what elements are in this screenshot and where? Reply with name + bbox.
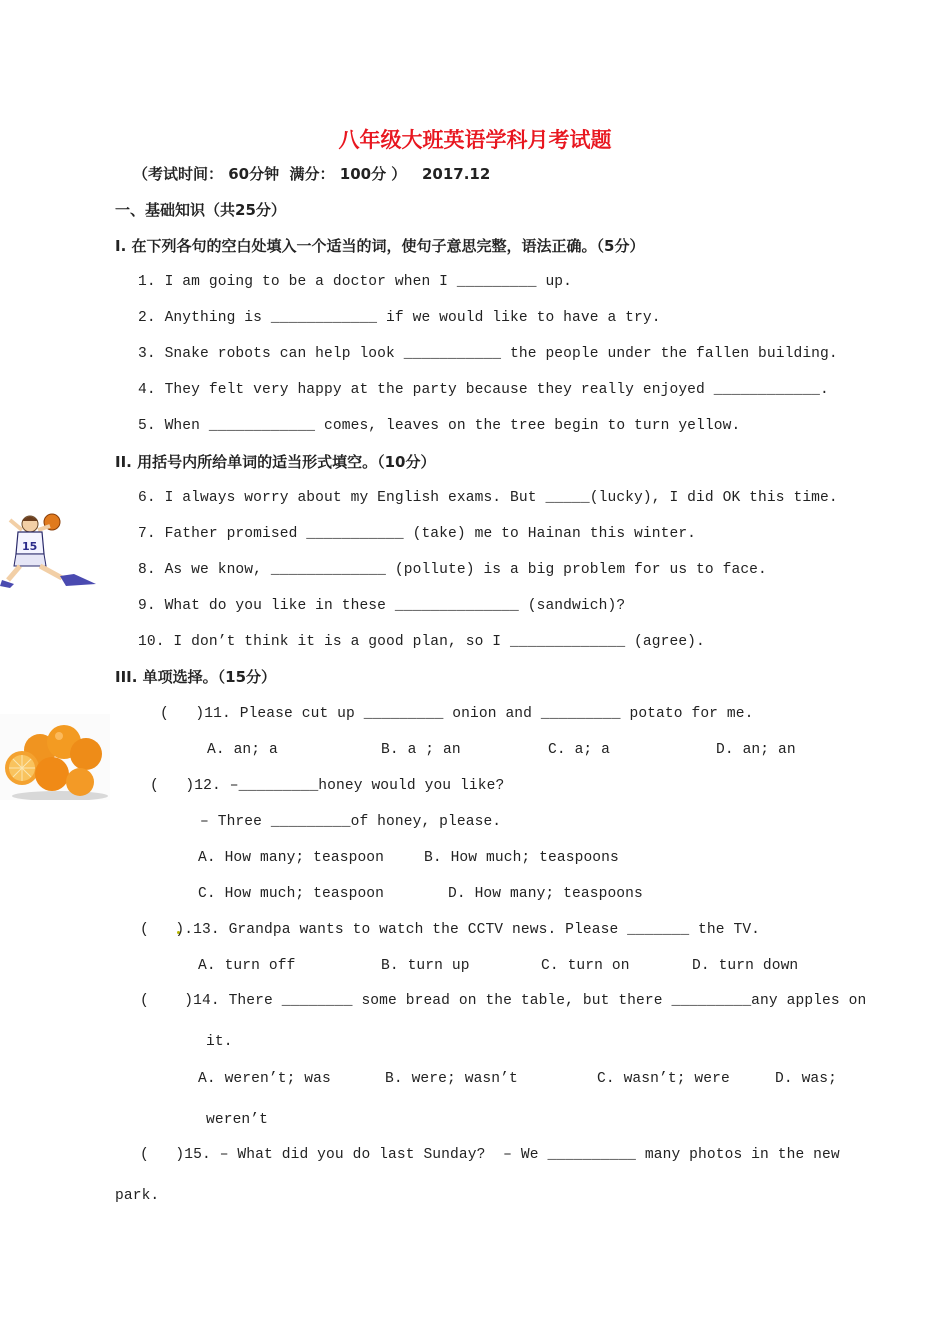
part1-heading: I. 在下列各句的空白处填入一个适当的词，使句子意思完整，语法正确。（5分） bbox=[115, 237, 645, 255]
oranges-image bbox=[0, 714, 110, 800]
question-7: 7. Father promised ___________ (take) me to Hainan this winter. bbox=[138, 526, 697, 542]
q14-option-d-cont: weren’t bbox=[206, 1112, 269, 1128]
question-15: ( )15. – What did you do last Sunday? – We __________ many photos in the new bbox=[140, 1147, 840, 1163]
q14-option-b: B. were; wasn’t bbox=[385, 1071, 518, 1087]
jersey-number: 15 bbox=[22, 540, 38, 553]
q11-option-d: D. an; an bbox=[716, 742, 796, 758]
section-heading: 一、基础知识（共25分） bbox=[115, 201, 286, 219]
q13-option-a: A. turn off bbox=[198, 958, 296, 974]
question-14-cont: it. bbox=[206, 1034, 233, 1050]
q12-option-a: A. How many; teaspoon bbox=[198, 850, 385, 866]
question-1: 1. I am going to be a doctor when I _________ up. bbox=[138, 274, 573, 290]
q14-option-a: A. weren’t; was bbox=[198, 1071, 331, 1087]
question-15-cont: park. bbox=[115, 1188, 160, 1204]
q12-option-b: B. How much; teaspoons bbox=[424, 850, 619, 866]
question-14: ( )14. There ________ some bread on the table, but there _________any apples on bbox=[140, 993, 867, 1009]
q12-option-d: D. How many; teaspoons bbox=[448, 886, 643, 902]
question-13: ( ).13. Grandpa wants to watch the CCTV news. Please _______ the TV. bbox=[140, 922, 761, 938]
question-12: ( )12. –_________honey would you like? bbox=[150, 778, 505, 794]
question-6: 6. I always worry about my English exams. But _____(lucky), I did OK this time. bbox=[138, 490, 838, 506]
exam-info: （考试时间： 60分钟 满分： 100分 ） 2017.12 bbox=[133, 165, 491, 183]
question-3: 3. Snake robots can help look ___________ the people under the fallen building. bbox=[138, 346, 838, 362]
q12-option-c: C. How much; teaspoon bbox=[198, 886, 385, 902]
question-11: ( )11. Please cut up _________ onion and _________ potato for me. bbox=[160, 706, 754, 722]
q11-option-a: A. an; a bbox=[207, 742, 278, 758]
question-10: 10. I don’t think it is a good plan, so I _____________ (agree). bbox=[138, 634, 705, 650]
part2-heading: II. 用括号内所给单词的适当形式填空。（10分） bbox=[115, 453, 436, 471]
q14-option-c: C. wasn’t; were bbox=[597, 1071, 730, 1087]
q11-option-b: B. a ; an bbox=[381, 742, 461, 758]
basketball-player-image bbox=[0, 508, 96, 590]
q11-option-c: C. a; a bbox=[548, 742, 611, 758]
question-2: 2. Anything is ____________ if we would like to have a try. bbox=[138, 310, 661, 326]
page-title: 八年级大班英语学科月考试题 bbox=[338, 128, 612, 152]
question-8: 8. As we know, _____________ (pollute) is a big problem for us to face. bbox=[138, 562, 767, 578]
part3-heading: III. 单项选择。（15分） bbox=[115, 668, 277, 686]
q13-option-d: D. turn down bbox=[692, 958, 799, 974]
question-9: 9. What do you like in these ______________ (sandwich)? bbox=[138, 598, 626, 614]
question-4: 4. They felt very happy at the party because they really enjoyed ____________. bbox=[138, 382, 829, 398]
question-12-reply: – Three _________of honey, please. bbox=[200, 814, 502, 830]
q13-option-b: B. turn up bbox=[381, 958, 470, 974]
q14-option-d: D. was; bbox=[775, 1071, 838, 1087]
q13-option-c: C. turn on bbox=[541, 958, 630, 974]
question-5: 5. When ____________ comes, leaves on the tree begin to turn yellow. bbox=[138, 418, 741, 434]
